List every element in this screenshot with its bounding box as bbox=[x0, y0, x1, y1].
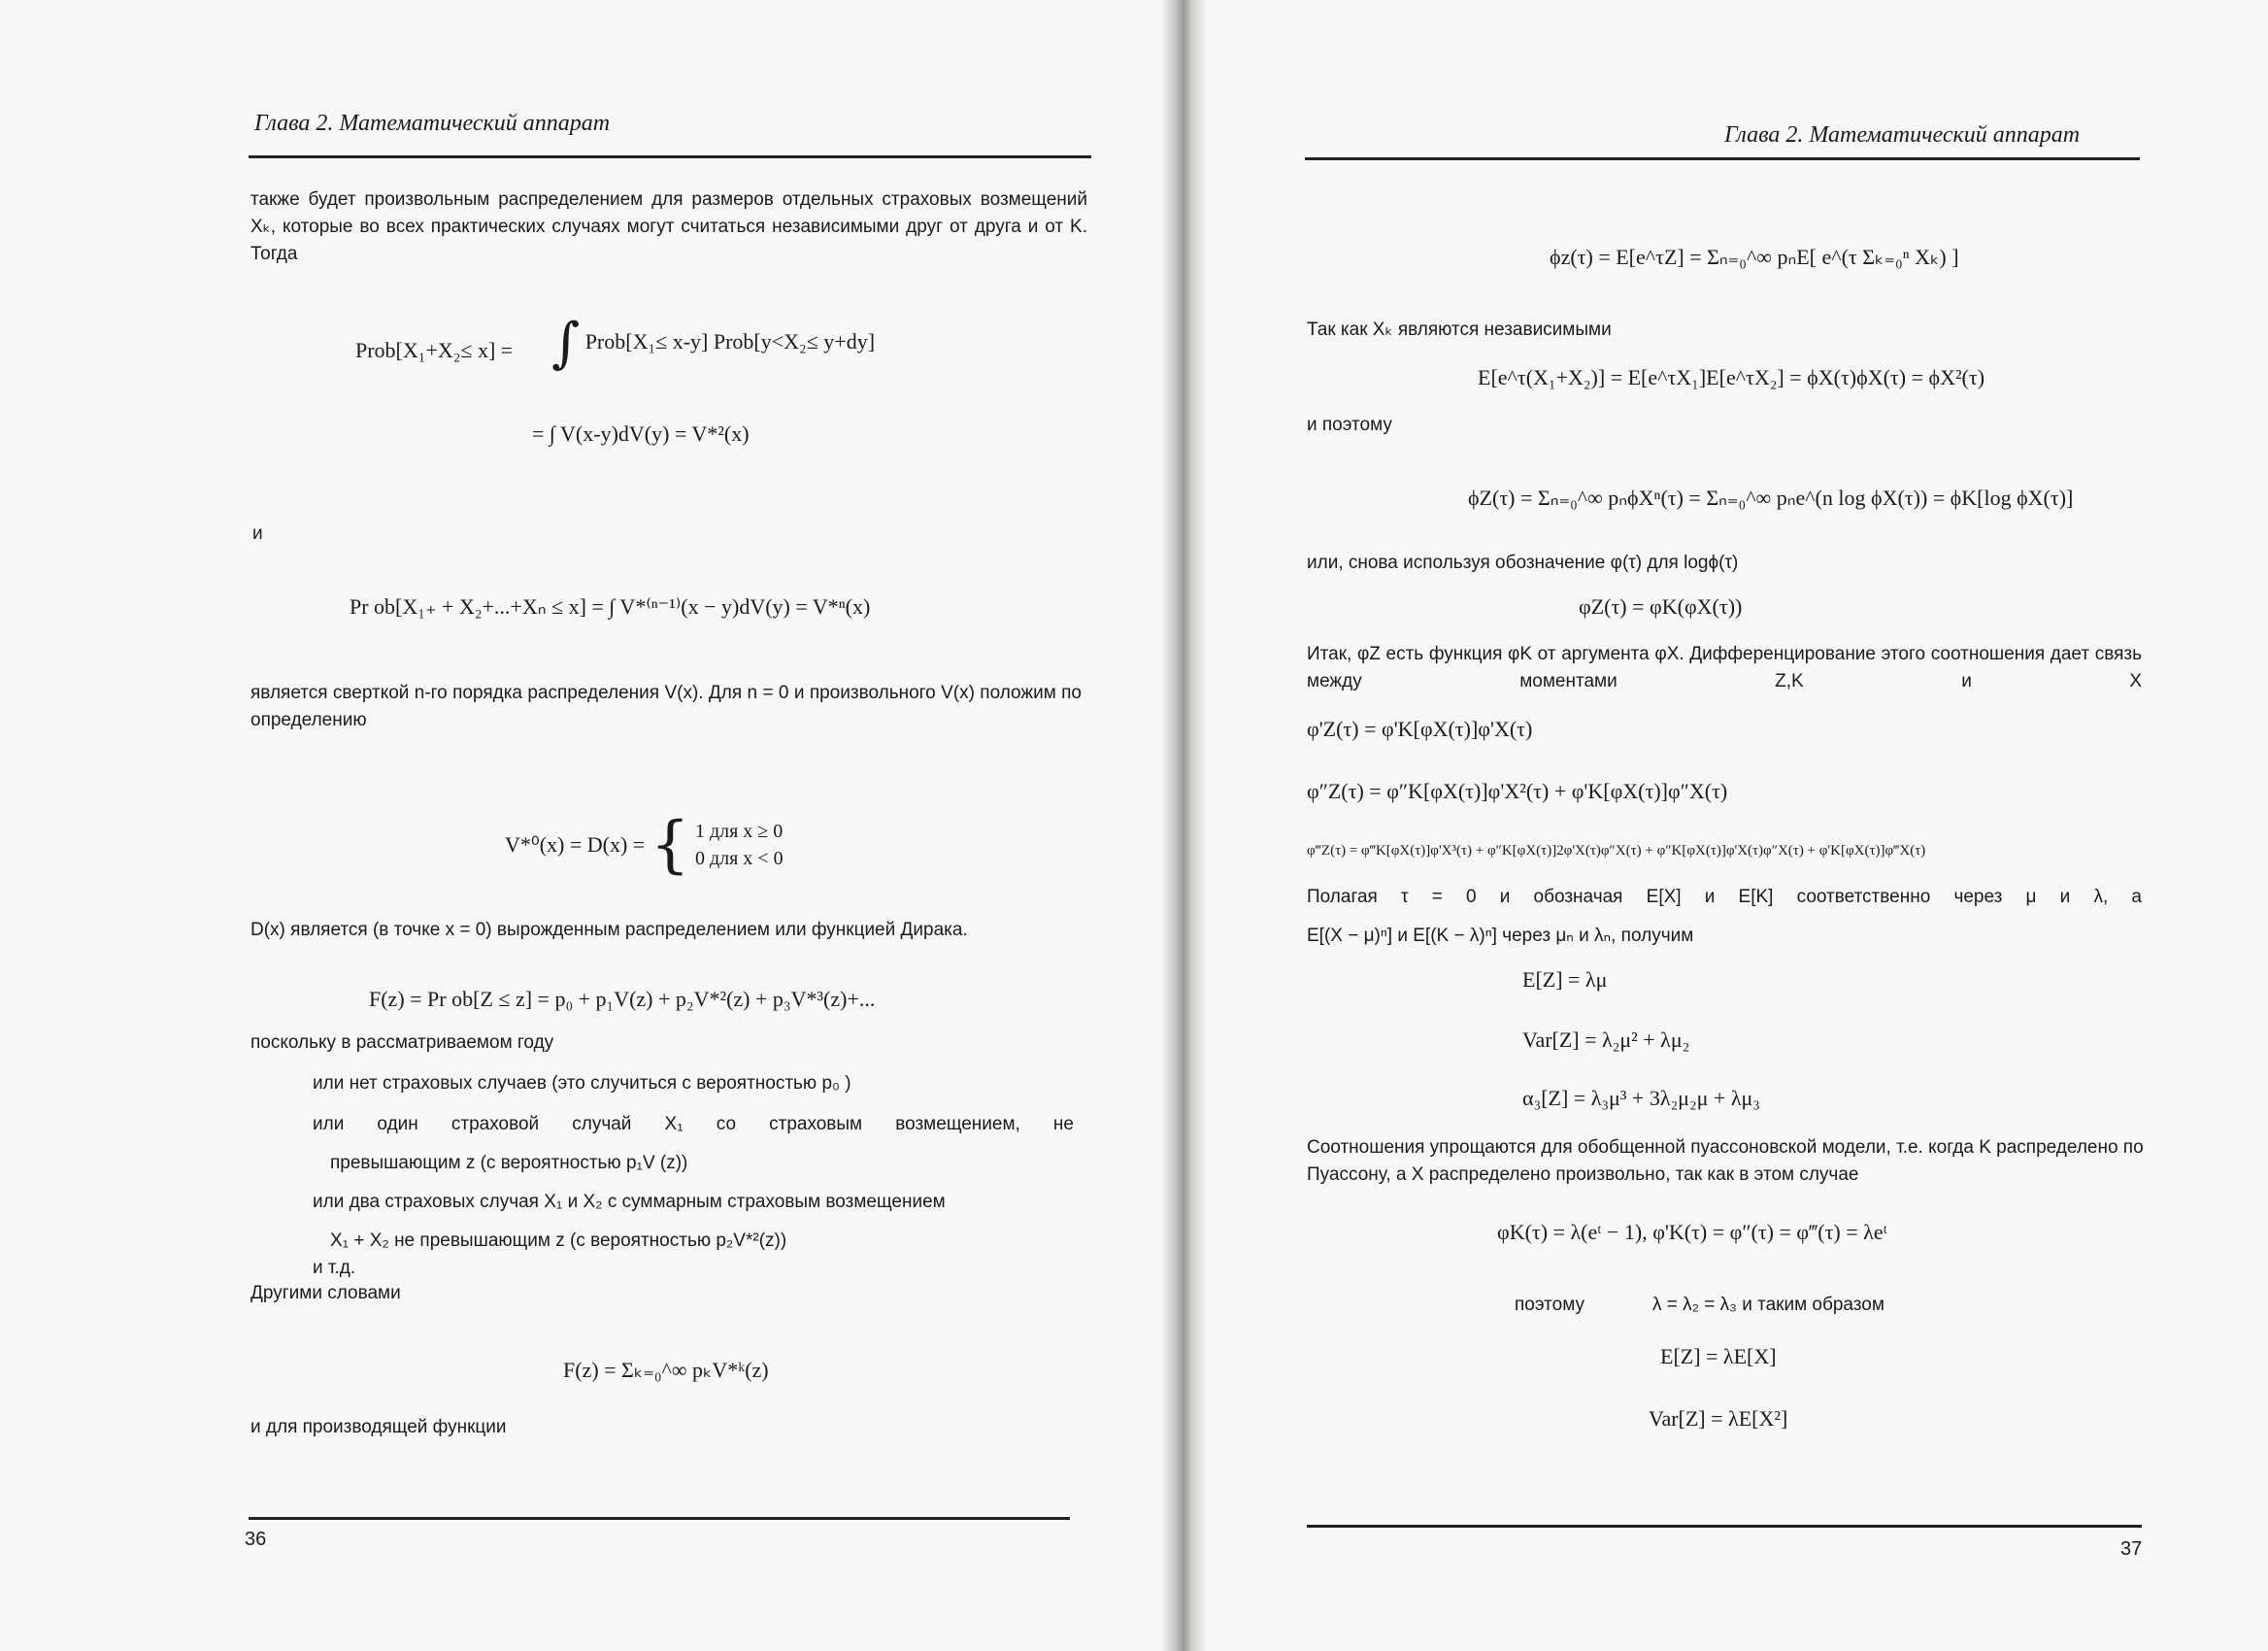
distribution-sum-equation: F(z) = Σₖ₌₀^∞ pₖV*ᵏ(z) bbox=[563, 1358, 769, 1382]
cases-brace: { bbox=[650, 809, 690, 881]
right-text-7: Соотношения упрощаются для обобщенной пуассоновской модели, т.е. когда K распределено по Пуассону, а X распределено произвольно, так как в этом случае bbox=[1307, 1137, 2144, 1185]
moment-2-equation: Var[Z] = λ₂μ² + λμ₂ bbox=[1522, 1028, 1690, 1052]
generating-function-equation: ϕz(τ) = E[e^τZ] = Σₙ₌₀^∞ pₙE[ e^(τ Σₖ₌₀ⁿ Xₖ) ] bbox=[1550, 245, 1959, 269]
dirac-case-1: 1 для x ≥ 0 bbox=[694, 821, 784, 842]
text-line-3: или один страховой случай X₁ со страховым возмещением, не bbox=[313, 1114, 1074, 1134]
derivative-1-equation: φ'Z(τ) = φ'K[φX(τ)]φ'X(τ) bbox=[1307, 717, 1533, 741]
text-line-4: превышающим z (с вероятностью p₁V (z)) bbox=[330, 1153, 688, 1173]
generating-function-2-equation: ϕZ(τ) = Σₙ₌₀^∞ pₙϕXⁿ(τ) = Σₙ₌₀^∞ pₙe^(n log ϕX(τ)) = ϕK[log ϕX(τ)] bbox=[1468, 486, 2074, 510]
right-text-5: Полагая τ = 0 и обозначая E[X] и E[K] соответственно через μ и λ, а bbox=[1307, 887, 2142, 907]
text-line-9: и для производящей функции bbox=[250, 1417, 507, 1437]
right-text-8b: λ = λ₂ = λ₃ и таким образом bbox=[1652, 1295, 1884, 1315]
moment-1-equation: E[Z] = λμ bbox=[1522, 967, 1608, 992]
text-line-8: Другими словами bbox=[250, 1283, 401, 1303]
independence-equation: E[e^τ(X₁+X₂)] = E[e^τX₁]E[e^τX₂] = ϕX(τ)ϕX(τ) = ϕX²(τ) bbox=[1478, 365, 1985, 389]
right-footer-rule bbox=[1307, 1525, 2142, 1528]
text-line-5: или два страховых случая X₁ и X₂ с суммарным страховым возмещением bbox=[313, 1192, 946, 1212]
dirac-equation bbox=[505, 809, 784, 881]
distribution-F-equation: F(z) = Pr ob[Z ≤ z] = p₀ + p₁V(z) + p₂V*²(z) + p₃V*³(z)+... bbox=[369, 987, 876, 1011]
poisson-equation: φK(τ) = λ(eᵗ − 1), φ'K(τ) = φ″(τ) = φ‴(τ) = λeᵗ bbox=[1497, 1220, 1887, 1244]
derivative-2-equation: φ″Z(τ) = φ″K[φX(τ)]φ'X²(τ) + φ'K[φX(τ)]φ″X(τ) bbox=[1307, 779, 1728, 803]
convolution-definition-paragraph: является сверткой n-го порядка распределения V(x). Для n = 0 и произвольного V(x) положим по определению bbox=[250, 683, 1082, 730]
dirac-case-2: 0 для x < 0 bbox=[694, 848, 784, 869]
text-line-7: и т.д. bbox=[313, 1258, 356, 1278]
dirac-cases bbox=[695, 818, 784, 872]
text-line-2: или нет страховых случаев (это случиться с вероятностью p₀ ) bbox=[313, 1073, 851, 1094]
left-header-rule bbox=[249, 155, 1091, 158]
prob-sum-equation-rhs bbox=[551, 312, 876, 375]
text-line-1: поскольку в рассматриваемом году bbox=[250, 1032, 554, 1053]
prob-n-convolution-equation: Pr ob[X₁₊ + X₂+...+Xₙ ≤ x] = ∫ V*⁽ⁿ⁻¹⁾(x − y)dV(y) = V*ⁿ(x) bbox=[350, 594, 871, 619]
right-page bbox=[1188, 0, 2268, 1651]
right-text-3: или, снова используя обозначение φ(τ) для logϕ(τ) bbox=[1307, 553, 1739, 573]
right-text-8a: поэтому bbox=[1515, 1295, 1584, 1315]
expectation-result-equation: E[Z] = λE[X] bbox=[1660, 1344, 1777, 1368]
left-page-number: 36 bbox=[245, 1529, 267, 1550]
dirac-paragraph: D(x) является (в точке x = 0) вырожденным распределением или функцией Дирака. bbox=[250, 920, 968, 940]
variance-result-equation: Var[Z] = λE[X²] bbox=[1649, 1406, 1788, 1431]
left-chapter-header: Глава 2. Математический аппарат bbox=[254, 111, 611, 136]
log-phi-equation: φZ(τ) = φK(φX(τ)) bbox=[1579, 594, 1743, 619]
right-text-4: Итак, φZ есть функция φK от аргумента φX. Дифференцирование этого соотношения дает связь между моментами Z,K и X bbox=[1307, 644, 2142, 691]
dirac-lhs: V*⁰(x) = D(x) = bbox=[505, 832, 646, 857]
derivative-3-equation: φ‴Z(τ) = φ‴K[φX(τ)]φ'X³(τ) + φ″K[φX(τ)]2φ'X(τ)φ″X(τ) + φ″K[φX(τ)]φ'X(τ)φ″X(τ) + φ'K[φX(τ)]φ‴X(τ) bbox=[1307, 843, 1926, 859]
right-chapter-header: Глава 2. Математический аппарат bbox=[1724, 122, 2081, 148]
moment-3-equation: α₃[Z] = λ₃μ³ + 3λ₂μ₂μ + λμ₃ bbox=[1522, 1086, 1760, 1110]
integral-sign: ∫ bbox=[551, 312, 581, 375]
prob-sum-integrand: Prob[X₁≤ x-y] Prob[y<X₂≤ y+dy] bbox=[584, 329, 876, 354]
left-footer-rule bbox=[249, 1517, 1070, 1520]
text-line-6: X₁ + X₂ не превышающим z (с вероятностью p₂V*²(z)) bbox=[330, 1230, 787, 1251]
right-text-2: и поэтому bbox=[1307, 415, 1392, 435]
right-page-number: 37 bbox=[2120, 1538, 2143, 1560]
book-gutter bbox=[1161, 0, 1206, 1651]
convolution-equation: = ∫ V(x-y)dV(y) = V*²(x) bbox=[532, 421, 750, 446]
right-text-6: E[(X − μ)ⁿ] и E[(K − λ)ⁿ] через μₙ и λₙ, получим bbox=[1307, 926, 1694, 946]
prob-sum-equation-lhs: Prob[X₁+X₂≤ x] = bbox=[355, 338, 514, 362]
right-text-1: Так как Xₖ являются независимыми bbox=[1307, 320, 1612, 340]
left-intro-paragraph: также будет произвольным распределением для размеров отдельных страховых возмещений Xₖ, которые во всех практических случаях могут считаться независимыми друг от друга и от K. Тогда bbox=[250, 189, 1087, 264]
right-header-rule bbox=[1305, 157, 2140, 160]
conjunction-and: и bbox=[252, 523, 263, 544]
